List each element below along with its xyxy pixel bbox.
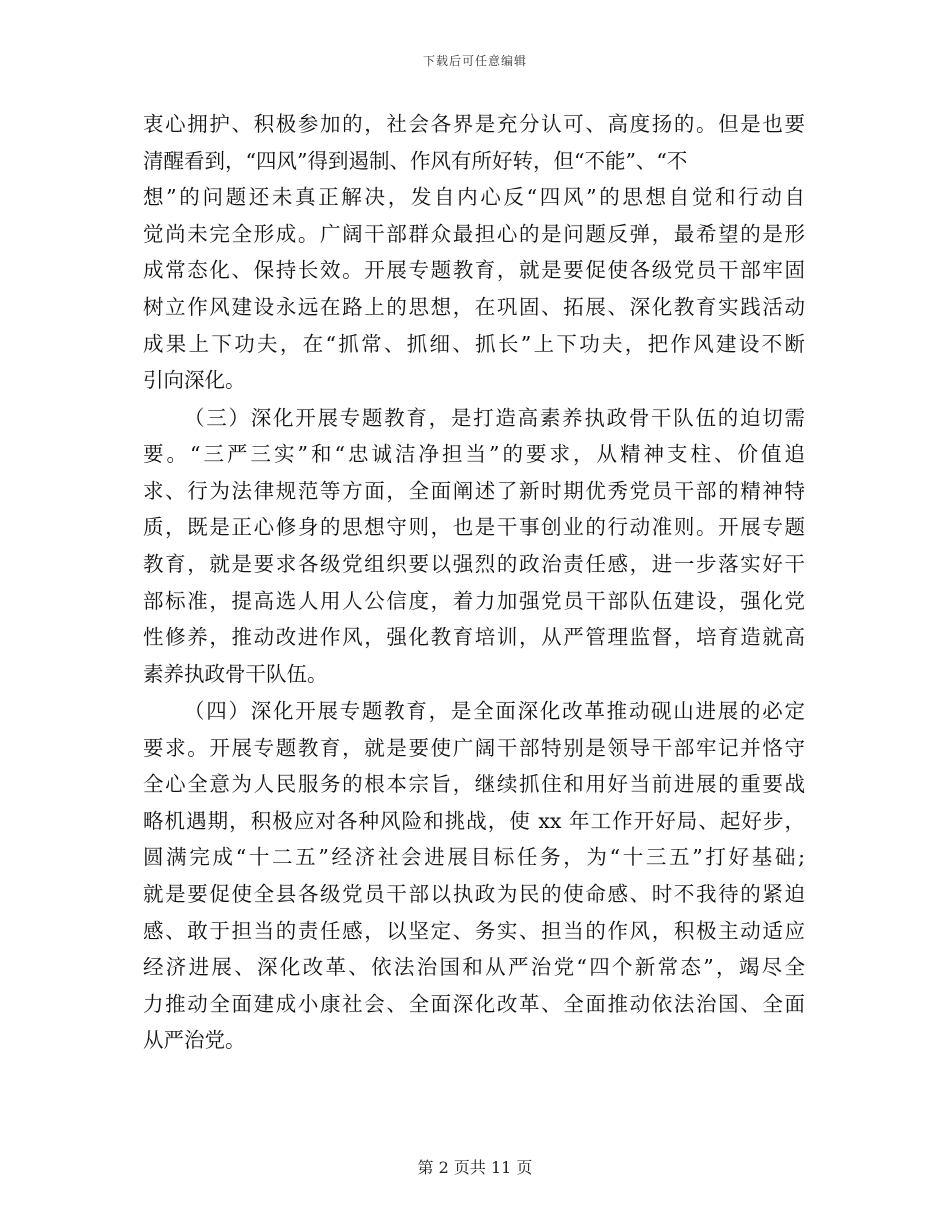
paragraph xyxy=(143,400,805,693)
text-line: 教育，就是要求各级党组织要以强烈的政治责任感，进一步落实好干 xyxy=(143,551,805,576)
text-line: 全心全意为人民服务的根本宗旨，继续抓住和用好当前进展的重要战 xyxy=(143,772,805,797)
header-note: 下载后可任意编辑 xyxy=(422,54,527,68)
text-line: 感、敢于担当的责任感，以坚定、务实、担当的作风，积极主动适应 xyxy=(143,918,805,943)
text-line: 素养执政骨干队伍。 xyxy=(143,661,328,686)
text-line: 部标准，提高选人用人公信度，着力加强党员干部队伍建设，强化党 xyxy=(143,588,805,613)
text-line: 就是要促使全县各级党员干部以执政为民的使命感、时不我待的紧迫 xyxy=(143,882,805,907)
text-line: 要求。开展专题教育，就是要使广阔干部特别是领导干部牢记并恪守 xyxy=(143,735,805,760)
text-line: （四）深化开展专题教育，是全面深化改革推动砚山进展的必定 xyxy=(184,699,805,724)
page-number-footer: 第 2 页共 11 页 xyxy=(417,1158,533,1177)
text-line: 清醒看到，“四风”得到遏制、作风有所好转，但“不能”、“不 xyxy=(143,148,688,173)
text-line: 引向深化。 xyxy=(143,368,246,393)
text-line: 从严治党。 xyxy=(143,1028,246,1053)
text-line: 想”的问题还未真正解决，发自内心反“四风”的思想自觉和行动自 xyxy=(143,185,805,210)
text-line: （三）深化开展专题教育，是打造高素养执政骨干队伍的迫切需 xyxy=(184,405,805,430)
text-line: 衷心拥护、积极参加的，社会各界是充分认可、高度扬的。但是也要 xyxy=(143,112,805,136)
text-line: 略机遇期，积极应对各种风险和挑战，使 xx 年工作开好局、起好步， xyxy=(143,808,805,833)
text-line: 树立作风建设永远在路上的思想，在巩固、拓展、深化教育实践活动 xyxy=(143,294,805,319)
paragraph xyxy=(143,106,805,399)
text-line: 要。“三严三实”和“忠诚洁净担当”的要求，从精神支柱、价值追 xyxy=(143,442,805,467)
text-line: 经济进展、深化改革、依法治国和从严治党“四个新常态”，竭尽全 xyxy=(143,955,805,980)
text-line: 圆满完成“十二五”经济社会进展目标任务，为“十三五”打好基础; xyxy=(143,845,805,870)
page-body xyxy=(143,106,805,1059)
paragraph xyxy=(143,693,805,1059)
text-line: 质，既是正心修身的思想守则，也是干事创业的行动准则。开展专题 xyxy=(143,515,805,540)
text-line: 性修养，推动改进作风，强化教育培训，从严管理监督，培育造就高 xyxy=(143,625,805,650)
text-line: 力推动全面建成小康社会、全面深化改革、全面推动依法治国、全面 xyxy=(143,991,805,1016)
text-line: 成常态化、保持长效。开展专题教育，就是要促使各级党员干部牢固 xyxy=(143,258,805,283)
text-line: 成果上下功夫，在“抓常、抓细、抓长”上下功夫，把作风建设不断 xyxy=(143,331,805,356)
text-line: 觉尚未完全形成。广阔干部群众最担心的是问题反弹，最希望的是形 xyxy=(143,221,805,246)
text-line: 求、行为法律规范等方面，全面阐述了新时期优秀党员干部的精神特 xyxy=(143,478,805,503)
